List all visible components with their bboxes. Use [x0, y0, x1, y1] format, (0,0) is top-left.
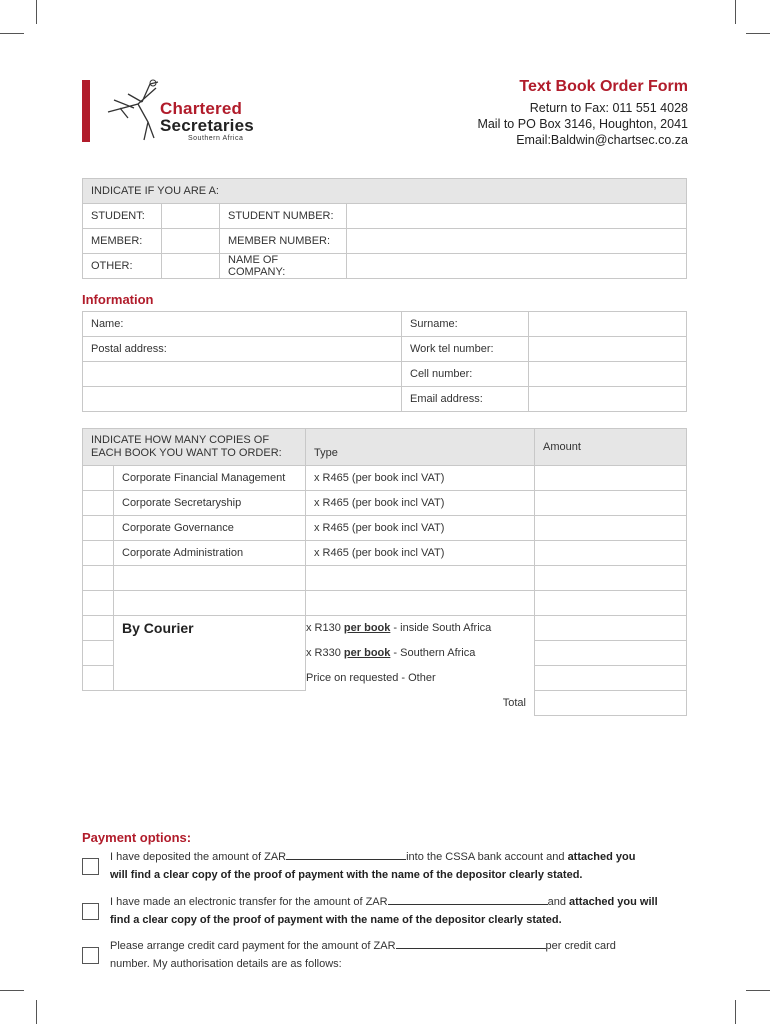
payment-title: Payment options:: [82, 830, 192, 845]
crop-mark: [735, 0, 736, 24]
order-heading-line2: EACH BOOK YOU WANT TO ORDER:: [91, 447, 282, 459]
copies-field-cfm[interactable]: [83, 466, 114, 491]
eft-text: I have made an electronic transfer for the amount of ZAR: [110, 896, 388, 908]
other-checkbox-cell[interactable]: [162, 254, 220, 279]
book-price-blank[interactable]: [306, 566, 535, 591]
work-tel-label: Work tel number:: [402, 337, 529, 362]
logo-text-secretaries: Secretaries: [160, 116, 254, 135]
credit-card-checkbox[interactable]: [82, 947, 99, 964]
deposit-text-bold: attached you: [567, 851, 636, 863]
amount-field-cg[interactable]: [535, 516, 687, 541]
amount-header: Amount: [535, 429, 687, 466]
cell-label: Cell number:: [402, 362, 529, 387]
crop-mark: [735, 1000, 736, 1024]
payment-option-deposit: [82, 848, 692, 884]
crop-mark: [0, 990, 24, 991]
amount-field-ca[interactable]: [535, 541, 687, 566]
information-title: Information: [82, 292, 154, 307]
courier-label: [114, 616, 306, 691]
student-checkbox-cell[interactable]: [162, 204, 220, 229]
surname-field[interactable]: [529, 312, 687, 337]
postal-address-line-2[interactable]: [83, 362, 402, 387]
book-name: Corporate Administration: [114, 541, 306, 566]
courier-option-sa: [306, 616, 535, 641]
book-price: x R465 (per book incl VAT): [306, 466, 535, 491]
postal-address-line-3[interactable]: [83, 387, 402, 412]
crop-mark: [746, 990, 770, 991]
deposit-checkbox[interactable]: [82, 858, 99, 875]
courier-option-southern: [306, 641, 535, 666]
payment-option-eft: [82, 893, 692, 929]
courier-label-text: By Courier: [122, 620, 194, 636]
courier-price: x R130: [306, 622, 344, 635]
logo-text-chartered: Chartered: [160, 99, 243, 118]
member-number-label: MEMBER NUMBER:: [220, 229, 347, 254]
deposit-text: I have deposited the amount of ZAR: [110, 851, 287, 863]
courier-amount-southern[interactable]: [535, 641, 687, 666]
cell-field[interactable]: [529, 362, 687, 387]
logo-text-region: Southern Africa: [188, 135, 244, 142]
surname-label: Surname:: [402, 312, 529, 337]
order-table: [82, 428, 687, 716]
book-price-blank-2[interactable]: [306, 591, 535, 616]
eft-text-bold: find a clear copy of the proof of payment with the name of the depositor clearly stated.: [110, 914, 562, 926]
eft-text: and: [547, 896, 570, 908]
copies-field-blank[interactable]: [83, 566, 114, 591]
email-label: Email address:: [402, 387, 529, 412]
mail-line: Mail to PO Box 3146, Houghton, 2041: [477, 117, 688, 131]
credit-card-text: number. My authorisation details are as follows:: [110, 958, 342, 970]
deposit-text: into the CSSA bank account and: [406, 851, 568, 863]
crop-mark: [36, 0, 37, 24]
order-heading: [83, 429, 306, 466]
postal-address-label: Postal address:: [91, 343, 167, 355]
book-price: x R465 (per book incl VAT): [306, 491, 535, 516]
amount-field-blank-2[interactable]: [535, 591, 687, 616]
book-name: Corporate Governance: [114, 516, 306, 541]
crop-mark: [0, 33, 24, 34]
student-number-label: STUDENT NUMBER:: [220, 204, 347, 229]
company-name-field[interactable]: [347, 254, 687, 279]
eft-amount-blank[interactable]: [388, 894, 548, 905]
eft-text-bold: attached you will: [569, 896, 658, 908]
bird-logo-icon: [98, 74, 168, 146]
deposit-amount-blank[interactable]: [286, 849, 406, 860]
book-name: Corporate Financial Management: [114, 466, 306, 491]
copies-field-blank-2[interactable]: [83, 591, 114, 616]
courier-field-sa[interactable]: [83, 616, 114, 641]
copies-field-cg[interactable]: [83, 516, 114, 541]
member-type-heading: INDICATE IF YOU ARE A:: [83, 179, 687, 204]
member-checkbox-cell[interactable]: [162, 229, 220, 254]
crop-mark: [746, 33, 770, 34]
student-number-field[interactable]: [347, 204, 687, 229]
deposit-text-bold: will find a clear copy of the proof of payment with the name of the depositor clearly stated.: [110, 869, 583, 881]
book-name-blank-2[interactable]: [114, 591, 306, 616]
book-price: x R465 (per book incl VAT): [306, 541, 535, 566]
member-label: MEMBER:: [83, 229, 162, 254]
fax-line: Return to Fax: 011 551 4028: [529, 101, 688, 115]
courier-option-other: Price on requested - Other: [306, 672, 436, 684]
email-field[interactable]: [529, 387, 687, 412]
postal-address-field[interactable]: [83, 337, 402, 362]
total-label: Total: [502, 697, 526, 710]
student-label: STUDENT:: [83, 204, 162, 229]
courier-region: - inside South Africa: [390, 622, 492, 635]
credit-card-text: Please arrange credit card payment for the amount of ZAR: [110, 940, 396, 952]
amount-field-blank[interactable]: [535, 566, 687, 591]
amount-field-cfm[interactable]: [535, 466, 687, 491]
payment-option-credit-card: [82, 937, 692, 973]
copies-field-cs[interactable]: [83, 491, 114, 516]
credit-card-text: per credit card: [545, 940, 616, 952]
order-heading-line1: INDICATE HOW MANY COPIES OF: [91, 434, 270, 446]
type-header: Type: [306, 429, 535, 466]
courier-field-other[interactable]: [83, 666, 114, 691]
logo-accent-bar: [82, 80, 90, 142]
courier-per-book: per book: [343, 622, 391, 635]
crop-mark: [36, 1000, 37, 1024]
book-price: x R465 (per book incl VAT): [306, 516, 535, 541]
company-name-label: NAME OF COMPANY:: [220, 254, 347, 279]
name-label: Name:: [91, 318, 124, 330]
courier-field-southern[interactable]: [83, 641, 114, 666]
member-number-field[interactable]: [347, 229, 687, 254]
courier-per-book: per book: [343, 647, 391, 659]
amount-field-cs[interactable]: [535, 491, 687, 516]
eft-checkbox[interactable]: [82, 903, 99, 920]
work-tel-field[interactable]: [529, 337, 687, 362]
form-title: Text Book Order Form: [519, 78, 688, 95]
book-name: Corporate Secretaryship: [114, 491, 306, 516]
other-label: OTHER:: [83, 254, 162, 279]
courier-amount-sa[interactable]: [535, 616, 687, 641]
courier-price: x R330: [306, 647, 344, 659]
courier-amount-other[interactable]: [535, 666, 687, 691]
information-table: [82, 311, 687, 412]
member-type-table: [82, 178, 687, 279]
credit-card-amount-blank[interactable]: [396, 938, 546, 949]
courier-region: - Southern Africa: [390, 647, 476, 659]
name-field[interactable]: [83, 312, 402, 337]
email-line: Email:Baldwin@chartsec.co.za: [516, 133, 688, 147]
total-amount-field[interactable]: [535, 691, 687, 716]
copies-field-ca[interactable]: [83, 541, 114, 566]
book-name-blank[interactable]: [114, 566, 306, 591]
